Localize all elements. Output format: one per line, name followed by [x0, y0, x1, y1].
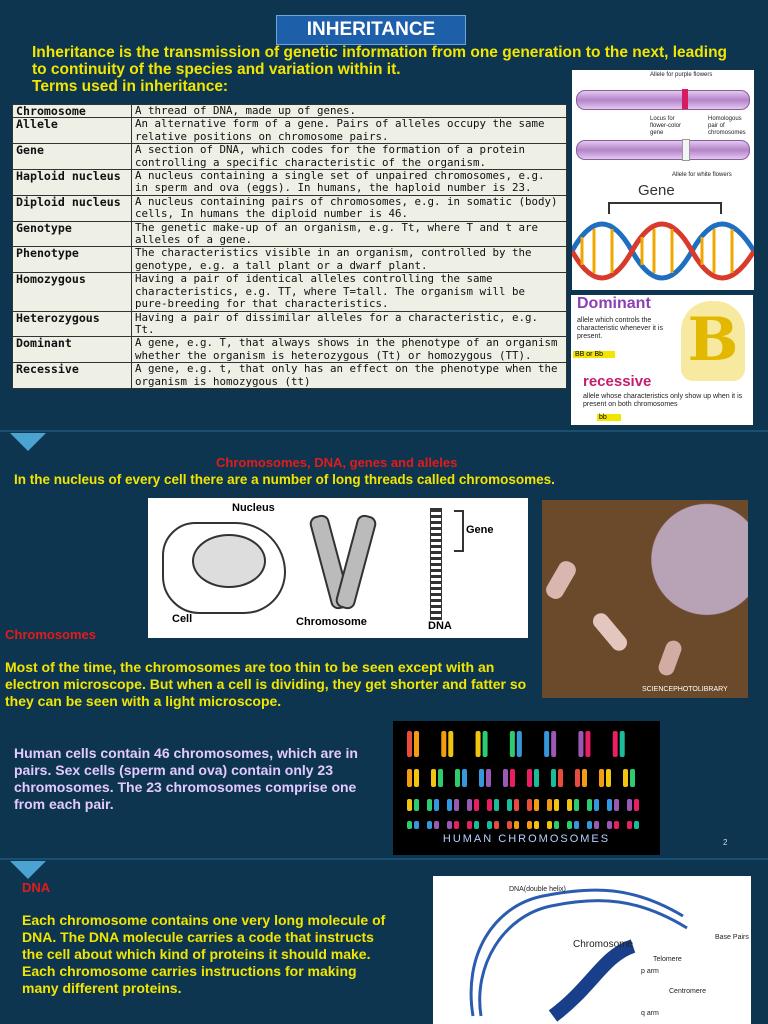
term-definition: A thread of DNA, made up of genes. — [132, 105, 567, 118]
karyotype-chromosome — [476, 731, 481, 757]
karyotype-chromosome — [587, 799, 592, 811]
karyotype-chromosome — [527, 799, 532, 811]
karyotype-chromosome — [567, 799, 572, 811]
karyotype-chromosome — [554, 821, 559, 829]
karyotype-chromosome — [503, 769, 508, 787]
term-name: Phenotype — [13, 247, 132, 273]
gene-bracket — [608, 202, 722, 214]
cell-diagram — [148, 498, 528, 638]
terms-row — [13, 311, 567, 337]
karyotype-chromosome — [414, 731, 419, 757]
karyotype-chromosome — [479, 769, 484, 787]
term-name: Haploid nucleus — [13, 170, 132, 196]
karyotype-chromosome — [407, 799, 412, 811]
terms-row — [13, 337, 567, 363]
karyotype-chromosome — [574, 799, 579, 811]
cartoon-b-glyph: B — [687, 305, 739, 375]
karyotype-chromosome — [507, 821, 512, 829]
term-definition: A nucleus containing a single set of unpaired chromosomes, e.g. in sperm and ova (eggs). In humans, the haploid number is 23. — [132, 170, 567, 196]
karyotype-chromosome — [414, 799, 419, 811]
recessive-example: bb — [597, 414, 621, 421]
chromosomes-heading: Chromosomes — [5, 627, 97, 642]
karyotype-chromosome — [467, 799, 472, 811]
karyotype-chromosome — [551, 769, 556, 787]
dominant-description: allele which controls the characteristic whenever it is present. — [577, 317, 663, 340]
karyotype-chromosome — [614, 799, 619, 811]
karyotype-chromosome — [547, 799, 552, 811]
divider-arrow-icon — [10, 433, 46, 451]
divider-arrow-icon-2 — [10, 861, 46, 879]
karyotype-chromosome — [514, 821, 519, 829]
term-definition: Having a pair of identical alleles controlling the same characteristics, e.g. TT, where T=tall. The organism will be pure-breeding for that characteristics. — [132, 273, 567, 311]
karyotype-chromosome — [474, 821, 479, 829]
karyotype-chromosome — [487, 799, 492, 811]
terms-row — [13, 363, 567, 389]
term-definition: An alternative form of a gene. Pairs of alleles occupy the same relative positions on chromosome pairs. — [132, 118, 567, 144]
karyotype-chromosome — [585, 731, 590, 757]
karyotype-chromosome — [547, 821, 552, 829]
karyotype-chromosome — [606, 769, 611, 787]
term-definition: A gene, e.g. t, that only has an effect on the phenotype when the organism is homozygous (tt) — [132, 363, 567, 389]
dna-chromosome-label: Chromosome — [573, 939, 634, 950]
allele-diagram — [572, 70, 754, 290]
intro-terms-heading: Terms used in inheritance: — [32, 78, 229, 95]
karyotype-chromosome — [634, 799, 639, 811]
terms-row — [13, 221, 567, 247]
karyotype-chromosome — [613, 731, 618, 757]
term-name: Chromosome — [13, 105, 132, 118]
page-title: INHERITANCE — [276, 15, 466, 45]
karyotype-chromosome — [486, 769, 491, 787]
karyotype-chromosome — [507, 799, 512, 811]
chromosomes-body: Most of the time, the chromosomes are too thin to be seen except with an electron microscope. But when a cell is dividing, they get shorter and fatter so they can be seen with a light microscope. — [5, 659, 527, 709]
karyotype-chromosome — [554, 799, 559, 811]
karyotype-chromosome — [414, 821, 419, 829]
karyotype-chromosome — [454, 821, 459, 829]
white-allele-band — [682, 139, 690, 161]
slide-divider — [0, 430, 768, 432]
karyotype-chromosome — [614, 821, 619, 829]
dna-strand-icon — [430, 508, 442, 620]
chromosome-blob-3 — [656, 638, 683, 677]
karyotype-chromosome — [431, 769, 436, 787]
term-definition: The characteristics visible in an organism, controlled by the genotype, e.g. a tall plant or a dwarf plant. — [132, 247, 567, 273]
intro-definition: Inheritance is the transmission of genetic information from one generation to the next, leading to continuity of the species and variation within it. — [32, 44, 728, 78]
term-definition: A nucleus containing pairs of chromosomes, e.g. in somatic (body) cells, In humans the diploid number is 46. — [132, 195, 567, 221]
dominance-panel — [571, 295, 753, 425]
gene-bracket-2 — [454, 510, 464, 552]
terms-row — [13, 273, 567, 311]
term-name: Recessive — [13, 363, 132, 389]
karyotype-chromosome — [574, 821, 579, 829]
karyotype-chromosome — [558, 769, 563, 787]
karyotype-chromosome — [620, 731, 625, 757]
photo-credit: SCIENCEPHOTOLIBRARY — [642, 686, 728, 693]
karyotype-chromosome — [534, 821, 539, 829]
karyotype-chromosome — [594, 821, 599, 829]
base-pairs-label: Base Pairs — [715, 934, 749, 941]
karyotype-chromosome — [544, 731, 549, 757]
karyotype-chromosome — [434, 821, 439, 829]
p-arm-label: p arm — [641, 968, 659, 975]
karyotype-chromosome — [447, 799, 452, 811]
dna-diagram — [433, 876, 751, 1024]
q-arm-label: q arm — [641, 1010, 659, 1017]
terms-row — [13, 170, 567, 196]
page-number: 2 — [723, 838, 728, 847]
karyotype-chromosome — [447, 821, 452, 829]
karyotype-caption: HUMAN CHROMOSOMES — [442, 833, 611, 845]
karyotype-chromosome — [487, 821, 492, 829]
karyotype-chromosome — [578, 731, 583, 757]
karyotype-chromosomes — [393, 721, 660, 833]
gene-label-2: Gene — [466, 524, 494, 536]
terms-row — [13, 144, 567, 170]
dna-heading: DNA — [22, 880, 51, 895]
karyotype-chromosome — [494, 821, 499, 829]
karyotype-chromosome — [438, 769, 443, 787]
dna-body: Each chromosome contains one very long molecule of DNA. The DNA molecule carries a code that instructs the cell about which kind of proteins it should make. Each chromosome carries instructions for making many different proteins. — [22, 912, 386, 996]
karyotype-chromosome — [627, 821, 632, 829]
karyotype-chromosome — [483, 731, 488, 757]
karyotype-chromosome — [534, 769, 539, 787]
karyotype-chromosome — [582, 769, 587, 787]
gene-label: Gene — [638, 182, 675, 199]
karyotype-chromosome — [587, 821, 592, 829]
chromosome-top — [576, 90, 750, 110]
recessive-title: recessive — [583, 373, 652, 390]
karyotype-chromosome — [594, 799, 599, 811]
karyotype-chromosome — [623, 769, 628, 787]
karyotype-chromosome — [474, 799, 479, 811]
dna-double-helix-icon — [433, 876, 751, 1024]
term-name: Allele — [13, 118, 132, 144]
nucleus-label: Nucleus — [232, 502, 275, 514]
double-helix-label: DNA(double helix) — [509, 886, 566, 893]
chromosome-blob-2 — [590, 610, 631, 654]
karyotype-chromosome — [514, 799, 519, 811]
term-definition: A section of DNA, which codes for the formation of a protein controlling a specific characteristic of the organism. — [132, 144, 567, 170]
dominant-example: BB or Bb — [573, 351, 615, 358]
terms-table — [12, 104, 567, 389]
cell-label: Cell — [172, 613, 193, 625]
karyotype-chromosome — [517, 731, 522, 757]
karyotype-chromosome — [607, 799, 612, 811]
centromere-label: Centromere — [669, 988, 706, 995]
section-subheading: In the nucleus of every cell there are a number of long threads called chromosomes. — [14, 472, 555, 487]
karyotype-image — [393, 721, 660, 855]
term-definition: Having a pair of dissimilar alleles for a characteristic, e.g. Tt. — [132, 311, 567, 337]
karyotype-chromosome — [462, 769, 467, 787]
dominant-title: Dominant — [577, 295, 651, 312]
karyotype-chromosome — [527, 821, 532, 829]
term-name: Heterozygous — [13, 311, 132, 337]
karyotype-chromosome — [454, 799, 459, 811]
karyotype-chromosome — [455, 769, 460, 787]
karyotype-chromosome — [510, 731, 515, 757]
term-name: Genotype — [13, 221, 132, 247]
purple-allele-label: Allele for purple flowers — [650, 72, 713, 78]
white-allele-label: Allele for white flowers — [672, 172, 732, 178]
karyotype-chromosome — [494, 799, 499, 811]
terms-row — [13, 195, 567, 221]
chromosome-micrograph — [542, 500, 748, 698]
karyotype-chromosome — [630, 769, 635, 787]
karyotype-chromosome — [534, 799, 539, 811]
karyotype-chromosome — [567, 821, 572, 829]
recessive-description: allele whose characteristics only show up when it is present on both chromosomes — [583, 393, 743, 408]
term-definition: The genetic make-up of an organism, e.g. Tt, where T and t are alleles of a gene. — [132, 221, 567, 247]
karyotype-chromosome — [441, 731, 446, 757]
nucleus-shape — [192, 534, 266, 588]
chromosome-bottom — [576, 140, 750, 160]
dna-label: DNA — [428, 620, 452, 632]
karyotype-chromosome — [510, 769, 515, 787]
karyotype-chromosome — [414, 769, 419, 787]
terms-row — [13, 118, 567, 144]
section-heading: Chromosomes, DNA, genes and alleles — [216, 455, 458, 470]
human-cells-text: Human cells contain 46 chromosomes, which are in pairs. Sex cells (sperm and ova) contain only 23 chromosomes. The 23 chromosomes comprise one from each pair. — [14, 745, 358, 812]
chromosome-label: Chromosome — [296, 616, 367, 628]
karyotype-chromosome — [467, 821, 472, 829]
term-name: Gene — [13, 144, 132, 170]
term-definition: A gene, e.g. T, that always shows in the phenotype of an organism whether the organism is heterozygous (Tt) or homozygous (TT). — [132, 337, 567, 363]
karyotype-chromosome — [551, 731, 556, 757]
locus-label: Locus for flower-color gene — [650, 116, 682, 136]
karyotype-chromosome — [407, 769, 412, 787]
karyotype-chromosome — [607, 821, 612, 829]
slide-divider-2 — [0, 858, 768, 860]
terms-row — [13, 105, 567, 118]
karyotype-chromosome — [407, 821, 412, 829]
karyotype-chromosome — [527, 769, 532, 787]
cartoon-b-icon — [681, 301, 745, 381]
karyotype-chromosome — [627, 799, 632, 811]
karyotype-chromosome — [427, 821, 432, 829]
terms-row — [13, 247, 567, 273]
karyotype-chromosome — [427, 799, 432, 811]
term-name: Diploid nucleus — [13, 195, 132, 221]
karyotype-chromosome — [407, 731, 412, 757]
dna-helix-icon — [572, 215, 754, 287]
homologous-label: Homologous pair of chromosomes — [708, 116, 746, 136]
karyotype-chromosome — [448, 731, 453, 757]
telomere-label: Telomere — [653, 956, 682, 963]
term-name: Homozygous — [13, 273, 132, 311]
purple-allele-band — [682, 89, 688, 109]
karyotype-chromosome — [575, 769, 580, 787]
karyotype-chromosome — [434, 799, 439, 811]
chromosome-blob-1 — [543, 558, 579, 602]
karyotype-chromosome — [599, 769, 604, 787]
term-name: Dominant — [13, 337, 132, 363]
karyotype-chromosome — [634, 821, 639, 829]
